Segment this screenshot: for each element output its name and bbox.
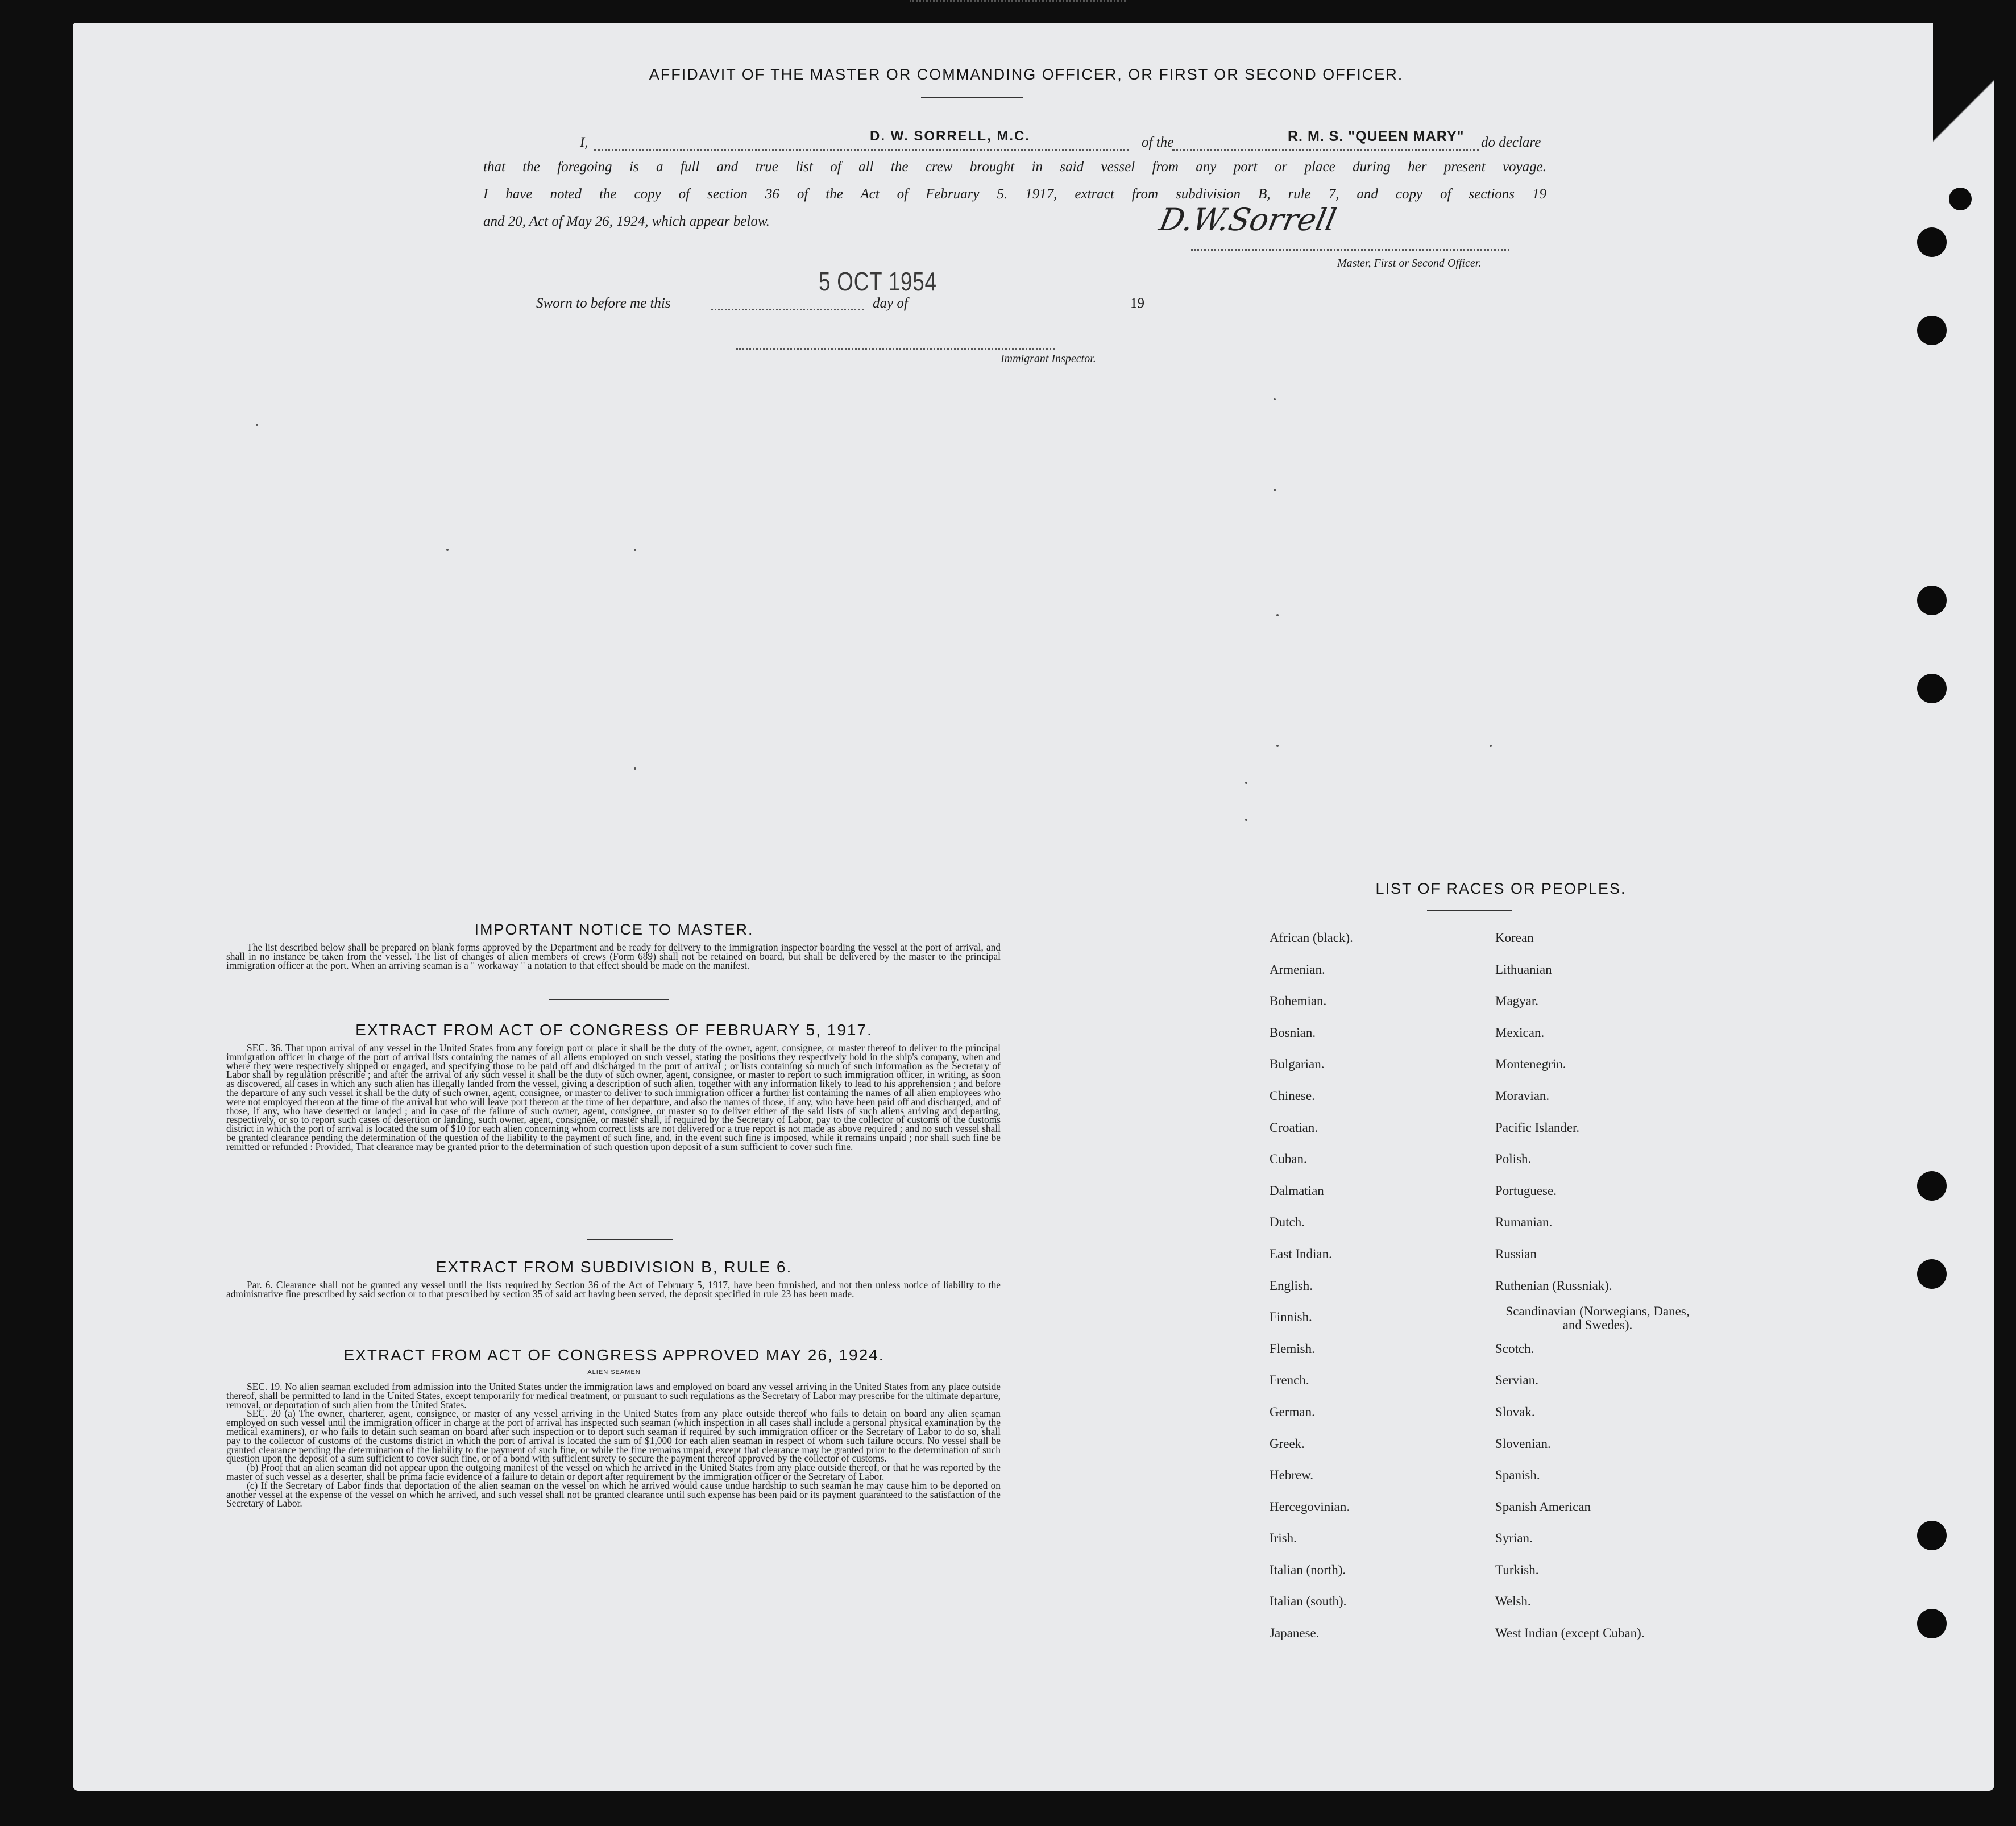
document-page — [73, 23, 1994, 1791]
race-entry: Armenian. — [1270, 962, 1325, 977]
inspector-caption: Immigrant Inspector. — [1001, 352, 1096, 365]
race-entry: Hercegovinian. — [1270, 1499, 1350, 1514]
sworn-label: Sworn to before me this — [536, 296, 671, 311]
sec20c-paragraph: (c) If the Secretary of Labor finds that deportation of the alien seaman on the vessel on which he arrived would cause undue hardship to such seaman he may cause him to be deported on another vessel at the expense of the vessel on which he arrived, and such vessel shall not be granted clearance until such expense has been paid or its payment guaranteed to the satisfaction of the Secretary of Labor. — [226, 1479, 1001, 1509]
races-right-column — [1495, 922, 1700, 1649]
day-of-label: day of — [873, 296, 908, 311]
race-entry: Ruthenian (Russniak). — [1495, 1278, 1612, 1293]
race-entry: Slovenian. — [1495, 1436, 1551, 1451]
race-entry: African (black). — [1270, 931, 1353, 945]
extract-rule6-title: EXTRACT FROM SUBDIVISION B, RULE 6. — [435, 1258, 793, 1276]
race-entry: Italian (south). — [1270, 1594, 1347, 1609]
race-entry: Croatian. — [1270, 1120, 1318, 1135]
section-36-paragraph: SEC. 36. That upon arrival of any vessel in the United States from any foreign port or place it shall be the duty of the owner, agent, consignee, or master thereof to deliver to the principal immigration officer in charge of the port of arrival lists containing the names of all aliens employed on such vessel, stating the positions they respectively hold in the ship's company, when and where they were respectively shipped or engaged, and specifying those to be paid off and discharged in the port of arrival ; or lists containing so much of such information as the Secretary of Labor shall by regulation prescribe ; and after the arrival of any such vessel it shall be the duty of such owner, agent, consignee, or master to report to such immigration officer, in writing, as soon as discovered, all cases in which any such alien has illegally landed from the vessel, giving a description of such alien, together with any information likely to lead to his apprehension ; and before the departure of any such vessel it shall be the duty of such owner, agent, consignee, or master to deliver to such immigration officer a further list containing the names of all alien employees who were not employed thereon at the time of the arrival but who will leave port thereon at the time of her departure, and also the names of those, if any, who have been paid off and discharged, and of those, if any, who have deserted or landed ; and in case of the failure of such owner, agent, consignee, or master so to deliver either of the said lists of such aliens arriving and departing, respectively, or so to report such cases of desertion or landing, such owner, agent, consignee, or master shall, if required by the Secretary of Labor, pay to the collector of customs of the customs district in which the port of arrival is located the sum of $10 for each alien concerning whom correct lists are not delivered or a true report is not made as above required ; and no such vessel shall be granted clearance pending the determination of the question of the liability to the payment of such fine, and, in the event such fine is imposed, while it remains unpaid ; nor shall such fine be remitted or refunded : Provided, That clearance may be granted prior to the determination of such question upon deposit of a sum sufficient to cover such fine. — [226, 1042, 1001, 1152]
race-entry: Bulgarian. — [1270, 1057, 1325, 1072]
alien-seamen-subtitle: ALIEN SEAMEN — [587, 1369, 641, 1376]
affidavit-i-label: I, — [580, 135, 588, 150]
race-entry: West Indian (except Cuban). — [1495, 1626, 1645, 1641]
race-entry: Dutch. — [1270, 1215, 1305, 1230]
affidavit-text-line-3: and 20, Act of May 26, 1924, which appear below. — [483, 214, 770, 229]
affidavit-title: AFFIDAVIT OF THE MASTER OR COMMANDING OFFICER, OR FIRST OR SECOND OFFICER. — [649, 66, 1404, 83]
race-entry: German. — [1270, 1404, 1315, 1419]
race-entry: Dalmatian — [1270, 1183, 1324, 1198]
race-entry: French. — [1270, 1373, 1309, 1388]
binder-hole — [1917, 1259, 1947, 1289]
binder-hole — [1949, 188, 1972, 210]
race-entry: Chinese. — [1270, 1088, 1315, 1103]
race-entry: Welsh. — [1495, 1594, 1531, 1609]
race-entry: Flemish. — [1270, 1341, 1315, 1356]
notice-paragraph: The list described below shall be prepared on blank forms approved by the Department and be ready for delivery to the immigration inspector boarding the vessel at the port of arrival, and shall in no instance be taken from the vessel. The list of changes of alien members of crews (Form 689) shall not be retained on board, but shall be delivered by the master to the principal immigration officer at the port. When an arriving seaman is a " workaway " a notation to that effect should be made on the manifest. — [226, 941, 1001, 971]
races-title-underline — [1427, 910, 1512, 911]
page-corner-fold — [1933, 23, 2016, 153]
vessel-name: R. M. S. "QUEEN MARY" — [1288, 128, 1465, 144]
race-entry: Polish. — [1495, 1152, 1532, 1167]
extract-1917-text — [226, 1044, 1001, 1152]
race-entry: Russian — [1495, 1246, 1537, 1261]
master-name: D. W. SORRELL, M.C. — [870, 128, 1030, 144]
section-divider — [587, 1239, 673, 1240]
race-entry: Greek. — [1270, 1436, 1305, 1451]
year-prefix: 19 — [1130, 296, 1144, 311]
race-entry: Finnish. — [1270, 1310, 1312, 1325]
of-the-label: of the — [1142, 135, 1174, 150]
race-entry: Rumanian. — [1495, 1215, 1553, 1230]
sec19-paragraph: SEC. 19. No alien seaman excluded from admission into the United States under the immigration laws and employed on board any vessel arriving in the United States from any place outside thereof, shall be permitted to land in the United States, except temporarily for medical treatment, or pursuant to such regulations as the Secretary of Labor may prescribe for the ultimate departure, removal, or deportation of such alien from the United States. — [226, 1381, 1001, 1410]
race-entry: Syrian. — [1495, 1531, 1533, 1546]
sec20a-paragraph: SEC. 20 (a) The owner, charterer, agent, consignee, or master of any vessel arriving in the United States from any place outside thereof who fails to detain on board any alien seaman employed on such vessel until the immigration officer in charge at the port of arrival has inspected such seaman (which inspection in all cases shall include a personal physical examination by the medical examiners), or who fails to detain such seaman on board after such inspection or to deport such seaman if required by such immigration officer or the Secretary of Labor to do so, shall pay to the collector of customs of the customs district in which the port of arrival is located the sum of $1,000 for each alien seaman in respect of whom such failure occurs. No vessel shall be granted clearance pending the determination of the liability to the payment of such fine, or while the fine remains unpaid, except that clearance may be granted prior to the determination of such question upon the deposit of a sum sufficient to cover such fine, or of a bond with sufficient surety to secure the payment thereof approved by the collector of customs. — [226, 1408, 1001, 1464]
date-stamp: 5 OCT 1954 — [819, 267, 937, 296]
race-entry: English. — [1270, 1278, 1313, 1293]
race-entry: Magyar. — [1495, 994, 1539, 1009]
title-underline — [921, 97, 1023, 98]
race-entry: Korean — [1495, 931, 1534, 945]
do-declare-label: do declare — [1481, 135, 1541, 150]
vessel-dotted-line — [1172, 149, 1479, 151]
race-entry: Hebrew. — [1270, 1468, 1314, 1483]
binder-hole — [1917, 1521, 1947, 1550]
master-signature: D.W.Sorrell — [1156, 202, 1340, 238]
extract-rule6-text — [226, 1281, 1001, 1299]
races-title: LIST OF RACES OR PEOPLES. — [1375, 880, 1627, 897]
extract-1917-title: EXTRACT FROM ACT OF CONGRESS OF FEBRUARY 5, 1917. — [355, 1021, 873, 1039]
sworn-month-dotted-line — [910, 0, 1126, 2]
extract-1924-text — [226, 1383, 1001, 1508]
binder-hole — [1917, 1171, 1947, 1201]
races-left-column — [1270, 922, 1353, 1649]
race-entry: East Indian. — [1270, 1246, 1332, 1261]
signature-caption: Master, First or Second Officer. — [1337, 257, 1482, 269]
race-entry: Bohemian. — [1270, 994, 1327, 1009]
sec20b-paragraph: (b) Proof that an alien seaman did not appear upon the outgoing manifest of the vessel on which he arrived in the United States from any place outside thereof, or that he was reported by the master of such vessel as a deserter, shall be prima facie evidence of a failure to detain or deport after requirement by the immigration officer or the Secretary of Labor. — [226, 1462, 1001, 1482]
binder-hole — [1917, 586, 1947, 615]
inspector-dotted-line — [736, 348, 1055, 350]
race-entry: Italian (north). — [1270, 1562, 1346, 1577]
signature-dotted-line — [1191, 249, 1509, 251]
binder-hole — [1917, 227, 1947, 257]
binder-hole — [1917, 1609, 1947, 1638]
rule6-paragraph: Par. 6. Clearance shall not be granted any vessel until the lists required by Section 36 of the Act of February 5, 1917, have been furnished, and not then unless notice of liability to the administrative fine prescribed by said section or to that prescribed by section 35 of said act having been served, the deposit specified in rule 23 has been made. — [226, 1279, 1001, 1300]
name-dotted-line — [594, 149, 1129, 151]
affidavit-text-line-2: I have noted the copy of section 36 of the Act of February 5. 1917, extract from subdivision B, rule 7, and copy of sections 19 — [483, 186, 1546, 202]
notice-title: IMPORTANT NOTICE TO MASTER. — [474, 921, 754, 938]
race-entry: Japanese. — [1270, 1626, 1320, 1641]
race-entry: Cuban. — [1270, 1152, 1307, 1167]
race-entry: Bosnian. — [1270, 1025, 1316, 1040]
race-entry: Montenegrin. — [1495, 1057, 1566, 1072]
binder-hole — [1917, 316, 1947, 345]
race-entry: Portuguese. — [1495, 1183, 1557, 1198]
race-entry: Slovak. — [1495, 1404, 1535, 1419]
race-entry: Scandinavian (Norwegians, Danes, and Swedes). — [1505, 1304, 1690, 1333]
sworn-day-dotted-line — [711, 309, 864, 310]
race-entry: Lithuanian — [1495, 962, 1552, 977]
race-entry: Moravian. — [1495, 1088, 1550, 1103]
race-entry: Spanish. — [1495, 1468, 1540, 1483]
binder-hole — [1917, 674, 1947, 703]
race-entry: Pacific Islander. — [1495, 1120, 1580, 1135]
race-entry: Turkish. — [1495, 1562, 1539, 1577]
section-divider — [549, 999, 669, 1000]
race-entry: Irish. — [1270, 1531, 1297, 1546]
affidavit-text-line-1: that the foregoing is a full and true list of all the crew brought in said vessel from any port or place during her present voyage. — [483, 159, 1546, 175]
notice-text — [226, 943, 1001, 970]
race-entry: Servian. — [1495, 1373, 1539, 1388]
race-entry: Spanish American — [1495, 1499, 1591, 1514]
race-entry: Scotch. — [1495, 1341, 1534, 1356]
race-entry: Mexican. — [1495, 1025, 1545, 1040]
extract-1924-title: EXTRACT FROM ACT OF CONGRESS APPROVED MAY 26, 1924. — [343, 1346, 885, 1364]
